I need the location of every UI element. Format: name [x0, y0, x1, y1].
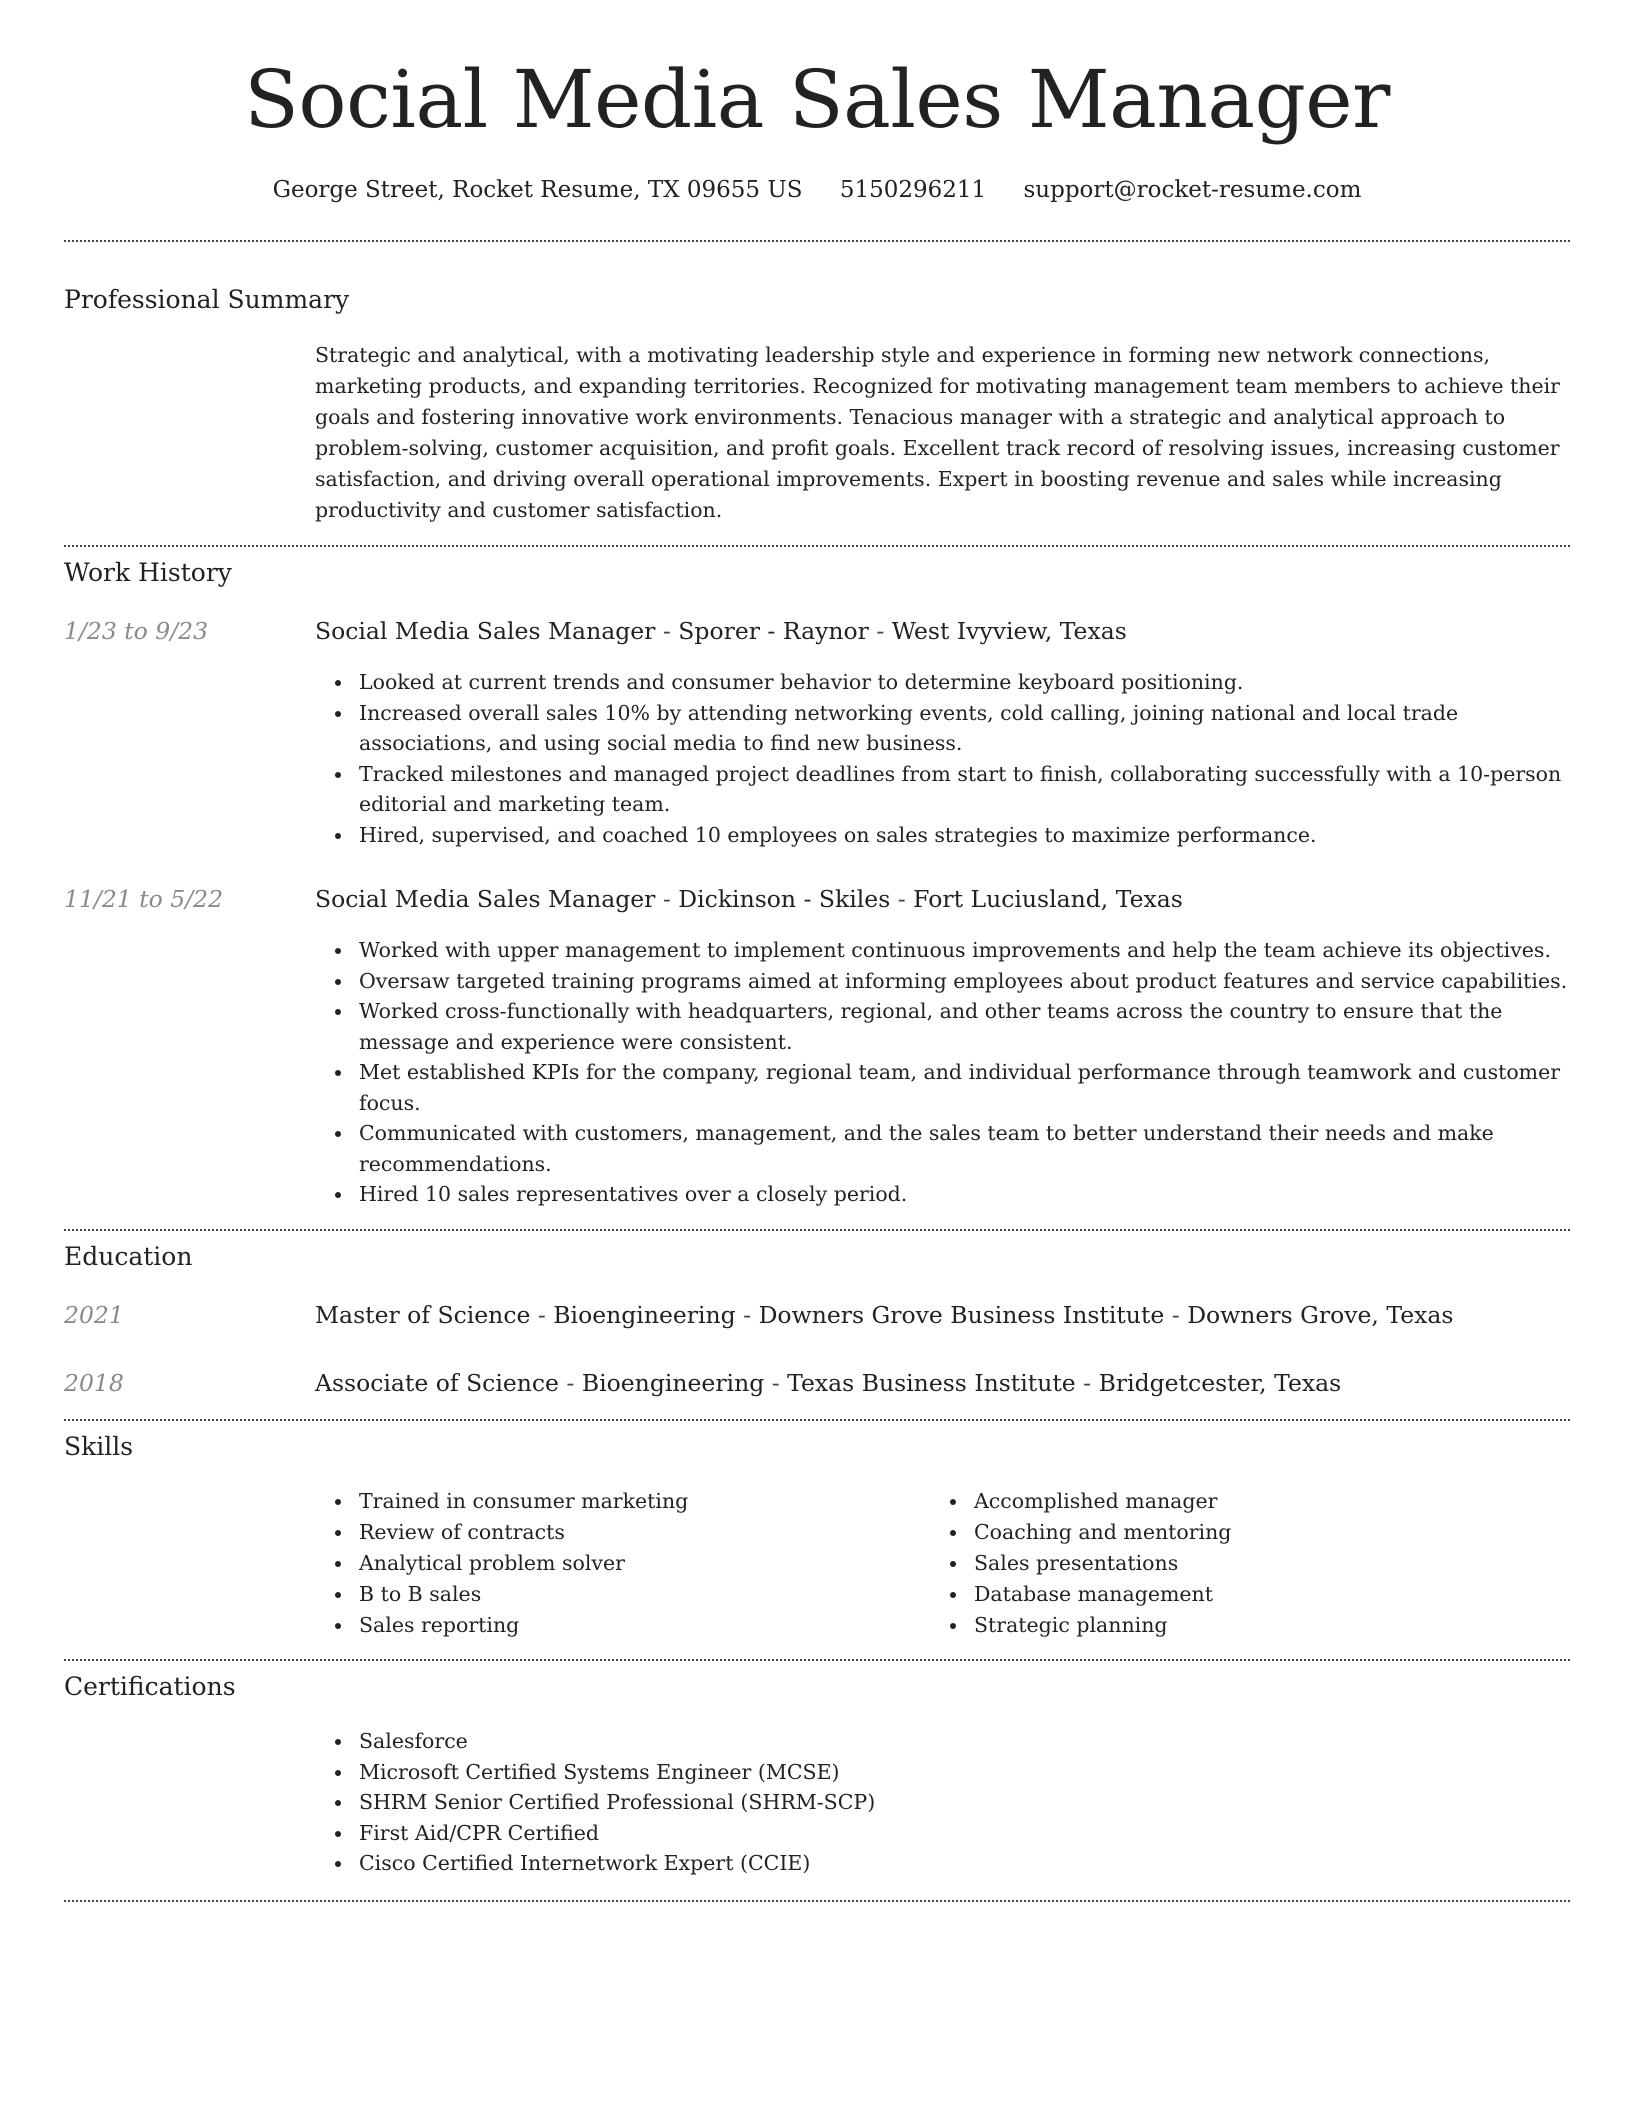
job-title-line: Social Media Sales Manager - Sporer - Raynor - West Ivyview, Texas	[315, 617, 1127, 645]
skill-item: Review of contracts	[359, 1517, 875, 1548]
certification-item: Cisco Certified Internetwork Expert (CCIE)	[359, 1848, 1570, 1879]
education-degree: Master of Science	[315, 1301, 531, 1329]
job-bullet: Looked at current trends and consumer behavior to determine keyboard positioning.	[359, 667, 1570, 698]
job-bullets	[315, 667, 1570, 850]
certification-item: First Aid/CPR Certified	[359, 1818, 1570, 1849]
job-location: West Ivyview, Texas	[891, 617, 1127, 645]
certifications-heading: Certifications	[64, 1672, 236, 1701]
job-company: Dickinson - Skiles	[678, 885, 891, 913]
section-divider	[64, 1229, 1570, 1231]
certifications-list	[315, 1726, 1570, 1879]
skills-heading: Skills	[64, 1432, 134, 1461]
skill-item: Accomplished manager	[974, 1486, 1490, 1517]
education-school: Texas Business Institute	[787, 1369, 1076, 1397]
skill-item: Analytical problem solver	[359, 1548, 875, 1579]
education-year: 2018	[64, 1369, 124, 1397]
skill-item: Trained in consumer marketing	[359, 1486, 875, 1517]
certification-item: SHRM Senior Certified Professional (SHRM-SCP)	[359, 1787, 1570, 1818]
job-bullet: Tracked milestones and managed project deadlines from start to finish, collaborating successfully with a 10-person editorial and marketing team.	[359, 759, 1570, 820]
education-year: 2021	[64, 1301, 124, 1329]
job-role: Social Media Sales Manager	[315, 617, 656, 645]
skill-item: Sales presentations	[974, 1548, 1490, 1579]
job-title-line: Social Media Sales Manager - Dickinson - Skiles - Fort Luciusland, Texas	[315, 885, 1183, 913]
education-degree: Associate of Science	[315, 1369, 559, 1397]
job-bullets	[315, 935, 1570, 1210]
education-field: Bioengineering	[581, 1369, 765, 1397]
skill-item: Strategic planning	[974, 1610, 1490, 1641]
contact-address: George Street, Rocket Resume, TX 09655 US	[272, 177, 803, 203]
education-field: Bioengineering	[553, 1301, 736, 1329]
job-bullet: Oversaw targeted training programs aimed at informing employees about product features and service capabilities.	[359, 966, 1570, 997]
job-bullet: Worked with upper management to implement continuous improvements and help the team achieve its objectives.	[359, 935, 1570, 966]
skill-item: Sales reporting	[359, 1610, 875, 1641]
resume-name: Social Media Sales Manager	[244, 53, 1390, 146]
job-bullet: Hired 10 sales representatives over a closely period.	[359, 1179, 1570, 1210]
education-location: Bridgetcester, Texas	[1098, 1369, 1342, 1397]
job-bullet: Communicated with customers, management, and the sales team to better understand their needs and make recommendations.	[359, 1118, 1570, 1179]
summary-text: Strategic and analytical, with a motivating leadership style and experience in forming new network connections, marketing products, and expanding territories. Recognized for motivating management team members to achieve their goals and fostering innovative work environments. Tenacious manager with a strategic and analytical approach to problem-solving, customer acquisition, and profit goals. Excellent track record of resolving issues, increasing customer satisfaction, and driving overall operational improvements. Expert in boosting revenue and sales while increasing productivity and customer satisfaction.	[315, 343, 1560, 522]
certification-item: Microsoft Certified Systems Engineer (MCSE)	[359, 1757, 1570, 1788]
job-bullet: Worked cross-functionally with headquarters, regional, and other teams across the country to ensure that the message and experience were consistent.	[359, 996, 1570, 1057]
job-company: Sporer - Raynor	[678, 617, 869, 645]
education-school: Downers Grove Business Institute	[758, 1301, 1165, 1329]
job-dates: 11/21 to 5/22	[64, 885, 224, 913]
job-bullet: Met established KPIs for the company, regional team, and individual performance through teamwork and customer focus.	[359, 1057, 1570, 1118]
section-divider	[64, 1659, 1570, 1661]
contact-phone: 5150296211	[839, 177, 987, 203]
job-location: Fort Luciusland, Texas	[913, 885, 1183, 913]
job-role: Social Media Sales Manager	[315, 885, 656, 913]
education-title-line: Associate of Science - Bioengineering - Texas Business Institute - Bridgetcester, Texas	[315, 1369, 1342, 1397]
section-divider	[64, 1419, 1570, 1421]
section-divider	[64, 545, 1570, 547]
skill-item: B to B sales	[359, 1579, 875, 1610]
job-bullet: Hired, supervised, and coached 10 employees on sales strategies to maximize performance.	[359, 820, 1570, 851]
education-title-line: Master of Science - Bioengineering - Downers Grove Business Institute - Downers Grove, Texas	[315, 1301, 1454, 1329]
skill-item: Database management	[974, 1579, 1490, 1610]
contact-line	[64, 170, 1570, 210]
work-history-heading: Work History	[64, 558, 232, 587]
certification-item: Salesforce	[359, 1726, 1570, 1757]
education-heading: Education	[64, 1242, 193, 1271]
summary-heading: Professional Summary	[64, 285, 350, 314]
job-dates: 1/23 to 9/23	[64, 617, 209, 645]
job-bullet: Increased overall sales 10% by attending networking events, cold calling, joining national and local trade associations, and using social media to find new business.	[359, 698, 1570, 759]
section-divider	[64, 1900, 1570, 1902]
education-location: Downers Grove, Texas	[1187, 1301, 1454, 1329]
contact-email: support@rocket-resume.com	[1023, 177, 1362, 203]
skill-item: Coaching and mentoring	[974, 1517, 1490, 1548]
section-divider	[64, 240, 1570, 242]
skills-list-left	[315, 1486, 875, 1641]
skills-list-right	[930, 1486, 1490, 1641]
